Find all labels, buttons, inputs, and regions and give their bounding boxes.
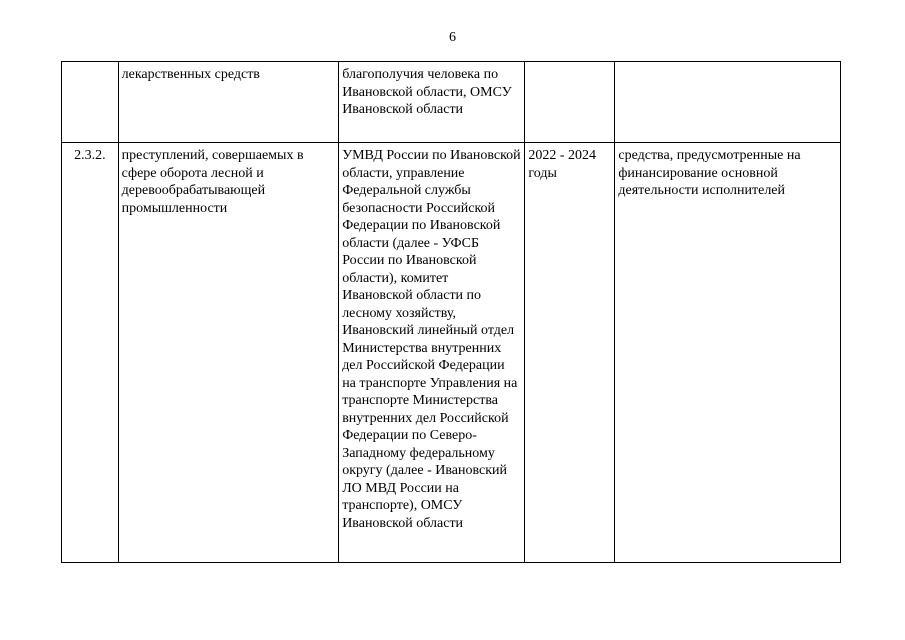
row-number-cell: 2.3.2. bbox=[62, 143, 119, 563]
period-cell: 2022 - 2024 годы bbox=[525, 143, 615, 563]
executors-cell: УМВД России по Ивановской области, управление Федеральной службы безопасности Российской Федерации по Ивановской области (далее - УФСБ России по Ивановской области), комитет Ивановской области по лесному хозяйству, Ивановский линейный отдел Министерства внутренних дел Российской Федерации на транспорте Управления на транспорте Министерства внутренних дел Российской Федерации по Северо-Западному федеральному округу (далее - Ивановский ЛО МВД России на транспорте), ОМСУ Ивановской области bbox=[339, 143, 525, 563]
measures-table bbox=[61, 61, 841, 563]
financing-cell bbox=[615, 62, 841, 143]
row-number-cell bbox=[62, 62, 119, 143]
financing-cell: средства, предусмотренные на финансирование основной деятельности исполнителей bbox=[615, 143, 841, 563]
period-cell bbox=[525, 62, 615, 143]
measure-cell: преступлений, совершаемых в сфере оборота лесной и деревообрабатывающей промышленности bbox=[118, 143, 339, 563]
page-number: 6 bbox=[449, 30, 456, 45]
executors-cell: благополучия человека по Ивановской области, ОМСУ Ивановской области bbox=[339, 62, 525, 143]
table-row bbox=[62, 62, 841, 143]
table-row bbox=[62, 143, 841, 563]
measure-cell: лекарственных средств bbox=[118, 62, 339, 143]
